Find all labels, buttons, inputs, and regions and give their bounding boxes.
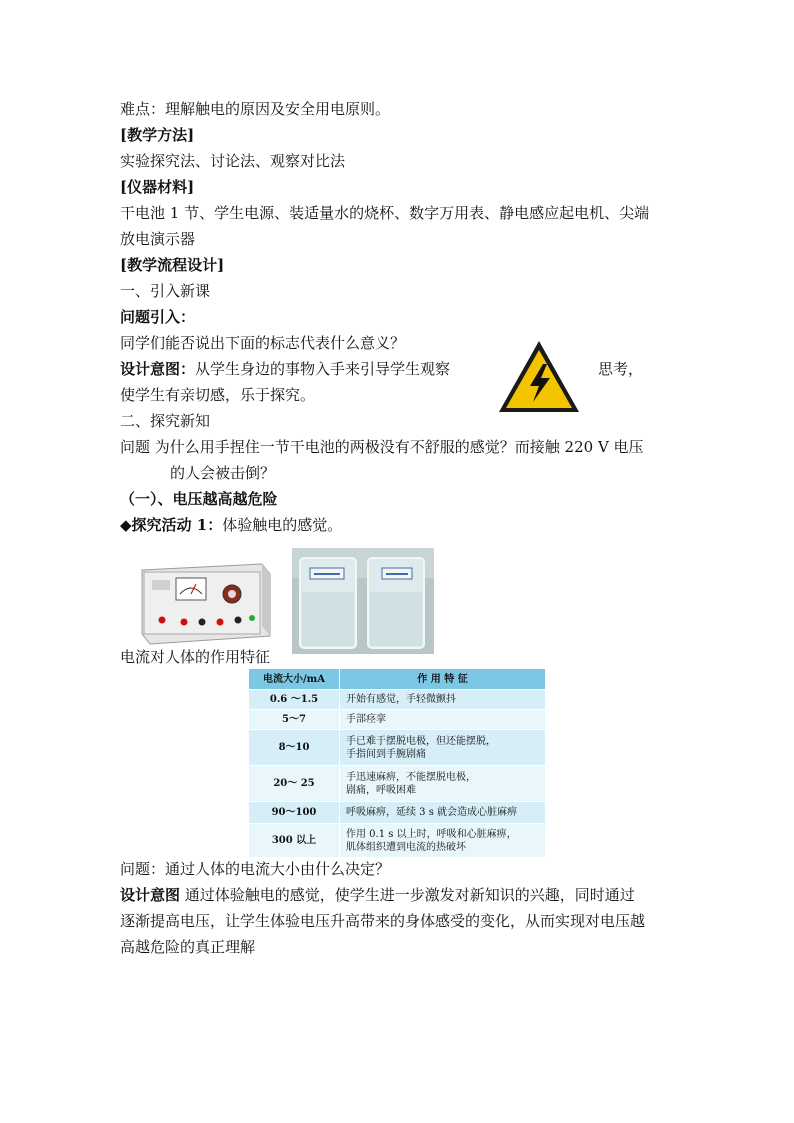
- activity-1-label: ◆探究活动 1：: [120, 516, 223, 534]
- table-header-current: 电流大小/mA: [249, 669, 340, 690]
- question-intro-text: 同学们能否说出下面的标志代表什么意义？: [120, 334, 406, 352]
- power-supply-image: [136, 560, 272, 650]
- design-intent-2-text-3: 高越危险的真正理解: [120, 938, 256, 956]
- design-intent-line: [120, 356, 450, 382]
- table-cell-effect: 开始有感觉，手轻微颤抖: [340, 690, 546, 710]
- table-cell-effect: 作用 0.1 s 以上时，呼吸和心脏麻痹， 肌体组织遭到电流的热破坏: [340, 824, 546, 858]
- table-row: [249, 802, 546, 824]
- heading-intro: 一、引入新课: [120, 282, 211, 300]
- beakers-image: [292, 548, 434, 654]
- current-effects-table: [248, 668, 546, 858]
- design-intent-2-label: 设计意图: [120, 886, 181, 904]
- table-cell-effect: 手迅速麻痹，不能摆脱电极， 剧痛，呼吸困难: [340, 766, 546, 802]
- table-row: [249, 710, 546, 730]
- section-materials: [仪器材料]: [120, 178, 195, 196]
- table-row: [249, 824, 546, 858]
- design-intent-2-line: [120, 882, 635, 908]
- table-cell-current: 90～100: [249, 802, 340, 824]
- table-cell-effect: 手部痉挛: [340, 710, 546, 730]
- high-voltage-warning-icon: [496, 338, 582, 416]
- heading-explore: 二、探究新知: [120, 412, 211, 430]
- materials-text-2: 放电演示器: [120, 230, 196, 248]
- question-battery: 问题 为什么用手捏住一节干电池的两极没有不舒服的感觉？而接触 220 V 电压: [120, 438, 644, 456]
- section-flow-design: [教学流程设计]: [120, 256, 225, 274]
- design-intent-2-text: 通过体验触电的感觉，使学生进一步激发对新知识的兴趣，同时通过: [180, 886, 635, 904]
- table-cell-current: 5～7: [249, 710, 340, 730]
- question-current-determined: 问题：通过人体的电流大小由什么决定？: [120, 860, 391, 878]
- design-intent-text: 从学生身边的事物入手来引导学生观察: [195, 360, 451, 378]
- table-row: [249, 730, 546, 766]
- materials-text-1: 干电池 1 节、学生电源、装适量水的烧杯、数字万用表、静电感应起电机、尖端: [120, 204, 650, 222]
- design-intent-text-2: 使学生有亲切感，乐于探究。: [120, 386, 316, 404]
- table-cell-effect: 手已难于摆脱电极，但还能摆脱， 手指间到手腕剧痛: [340, 730, 546, 766]
- teaching-method-text: 实验探究法、讨论法、观察对比法: [120, 152, 346, 170]
- table-cell-current: 300 以上: [249, 824, 340, 858]
- subheading-voltage-danger: （一）、电压越高越危险: [120, 490, 278, 508]
- table-row: [249, 766, 546, 802]
- table-cell-current: 20～ 25: [249, 766, 340, 802]
- activity-1-line: [120, 512, 342, 538]
- table-cell-current: 8～10: [249, 730, 340, 766]
- design-intent-2-text-2: 逐渐提高电压，让学生体验电压升高带来的身体感受的变化，从而实现对电压越: [120, 912, 646, 930]
- section-teaching-method: [教学方法]: [120, 126, 195, 144]
- design-intent-tail: 思考，: [598, 360, 644, 378]
- question-battery-2: 的人会被击倒？: [170, 464, 276, 482]
- table-caption: 电流对人体的作用特征: [120, 648, 271, 666]
- table-cell-current: 0.6 ～1.5: [249, 690, 340, 710]
- question-intro-label: 问题引入：: [120, 308, 196, 326]
- table-cell-effect: 呼吸麻痹，延续 3 s 就会造成心脏麻痹: [340, 802, 546, 824]
- table-row: [249, 690, 546, 710]
- difficulty-line: 难点：理解触电的原因及安全用电原则。: [120, 100, 391, 118]
- activity-1-text: 体验触电的感觉。: [222, 516, 343, 534]
- design-intent-label: 设计意图：: [120, 360, 196, 378]
- table-header-effect: 作 用 特 征: [340, 669, 546, 690]
